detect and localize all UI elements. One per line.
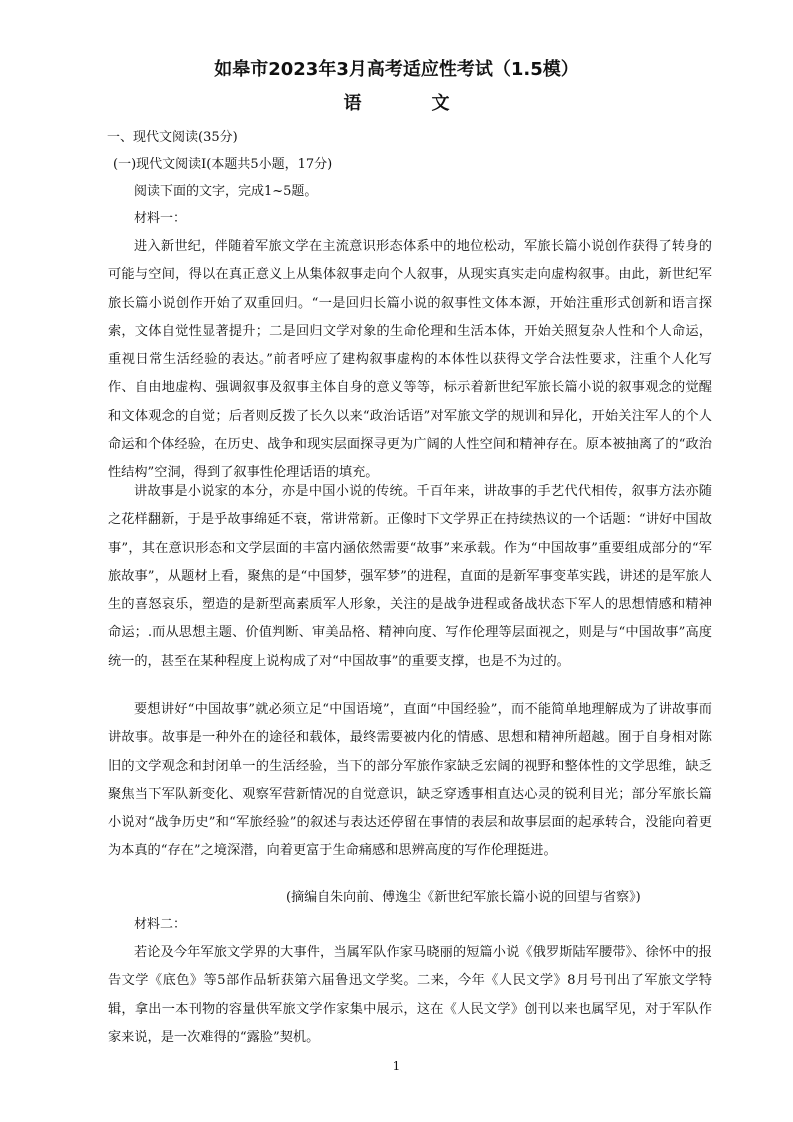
subject-title xyxy=(0,92,793,116)
subject-char-1: 语 xyxy=(343,93,362,114)
page-number: 1 xyxy=(392,1059,401,1073)
material-2-paragraph-1: 若论及今年军旅文学界的大事件，当属军队作家马晓丽的短篇小说《俄罗斯陆军腰带》、徐怀中的报告文学《底色》等5部作品斩获第六届鲁迅文学奖。二来，今年《人民文学》8月号刊出了军旅文学特辑，拿出一本刊物的容量供军旅文学作家集中展示，这在《人民文学》创刊以来也属罕见，对于军队作家来说，是一次难得的“露脸”契机。 xyxy=(108,945,712,1045)
material-1-source: (摘编自朱向前、傅逸尘《新世纪军旅长篇小说的回望与省察》) xyxy=(286,890,641,905)
section-heading: 一、现代文阅读(35分) xyxy=(107,130,238,145)
material-1-paragraph-3: 要想讲好“中国故事”就必须立足“中国语境”，直面“中国经验”，而不能简单地理解成为了讲故事而讲故事。故事是一种外在的途径和载体，最终需要被内化的情感、思想和精神所超越。囿于自身相对陈旧的文学观念和封闭单一的生活经验，当下的部分军旅作家缺乏宏阔的视野和整体性的文学思维，缺乏聚焦当下军队新变化、观察军营新情况的自觉意识，缺乏穿透事相直达心灵的锐利目光；部分军旅长篇小说对“战争历史”和“军旅经验”的叙述与表达还停留在事情的表层和故事层面的起承转合，没能向着更为本真的“存在”之境深潜，向着更富于生命痛感和思辨高度的写作伦理挺进。 xyxy=(108,702,712,859)
instruction-text: 阅读下面的文字，完成1~5题。 xyxy=(134,184,318,199)
material-2-label: 材料二： xyxy=(134,917,187,932)
section-subheading: (一)现代文阅读Ⅰ(本题共5小题，17分) xyxy=(113,157,333,172)
material-1-paragraph-2: 讲故事是小说家的本分，亦是中国小说的传统。千百年来，讲故事的手艺代代相传，叙事方法亦随之花样翻新，于是乎故事绵延不衰，常讲常新。正像时下文学界正在持续热议的一个话题：“讲好中国故事”，其在意识形态和文学层面的丰富内涵依然需要“故事”来承载。作为“中国故事”重要组成部分的“军旅故事”，从题材上看，聚焦的是“中国梦，强军梦”的进程，直面的是新军事变革实践，讲述的是军旅人生的喜怒哀乐，塑造的是新型高素质军人形象，关注的是战争进程或备战状态下军人的思想情感和精神命运；.而从思想主题、价值判断、审美品格、精神向度、写作伦理等层面视之，则是与“中国故事”高度统一的，甚至在某种程度上说构成了对“中国故事”的重要支撑，也是不为过的。 xyxy=(108,484,712,669)
exam-title: 如皋市2023年3月高考适应性考试（1.5模） xyxy=(214,59,579,80)
material-1-paragraph-1: 进入新世纪，伴随着军旅文学在主流意识形态体系中的地位松动，军旅长篇小说创作获得了转身的可能与空间，得以在真正意义上从集体叙事走向个人叙事，从现实真实走向虚构叙事。由此，新世纪军旅长篇小说创作开始了双重回归。“一是回归长篇小说的叙事性文体本源，开始注重形式创新和语言探索，文体自觉性显著提升；二是回归文学对象的生命伦理和生活本体，开始关照复杂人性和个人命运，重视日常生活经验的表达。”前者呼应了建构叙事虚构的本体性以获得文学合法性要求，注重个人化写作、自由地虚构、强调叙事及叙事主体自身的意义等等，标示着新世纪军旅长篇小说的叙事观念的觉醒和文体观念的自觉；后者则反拨了长久以来“政治话语”对军旅文学的规训和异化，开始关注军人的个人命运和个体经验，在历史、战争和现实层面探寻更为广阔的人性空间和精神存在。原本被抽离了的“政治性结构”空洞，得到了叙事性伦理话语的填充。 xyxy=(108,239,712,481)
material-1-label: 材料一： xyxy=(134,211,187,226)
subject-char-2: 文 xyxy=(431,93,450,114)
